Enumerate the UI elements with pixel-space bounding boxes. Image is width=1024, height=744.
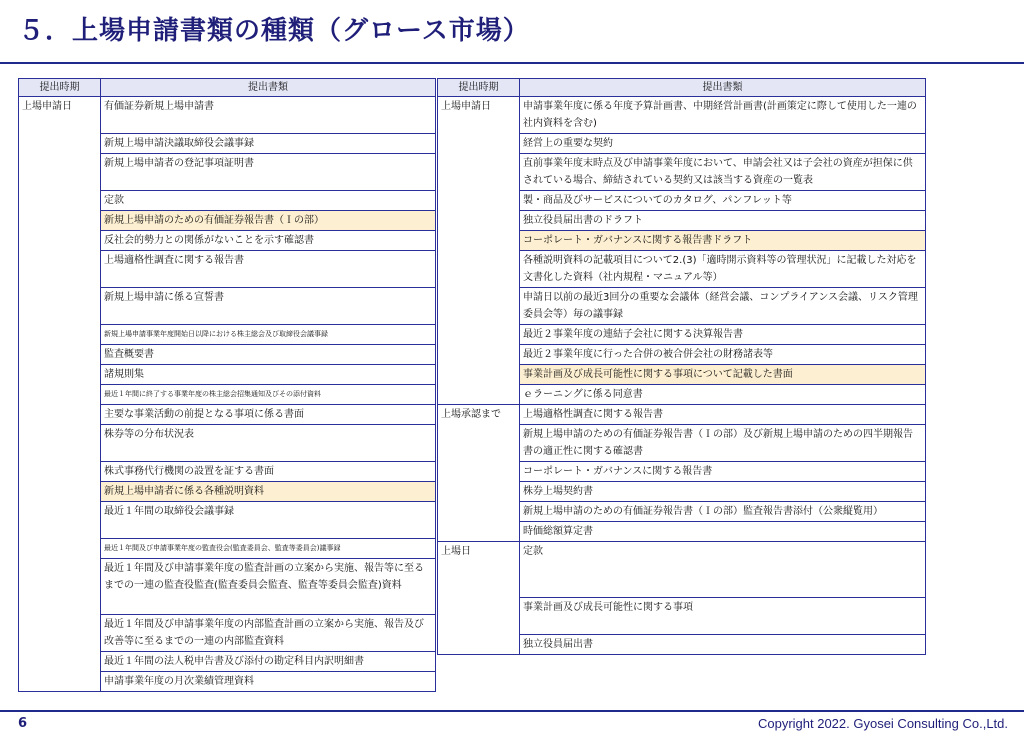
doc-cell: 株券上場契約書	[520, 482, 926, 502]
doc-cell: コーポレート・ガバナンスに関する報告書	[520, 462, 926, 482]
doc-cell: 事業計画及び成長可能性に関する事項	[520, 598, 926, 635]
right-header-row	[438, 79, 926, 97]
left-document-table	[18, 78, 436, 692]
doc-cell: 定款	[101, 191, 436, 211]
doc-cell: 株券等の分布状況表	[101, 425, 436, 462]
doc-cell: 製・商品及びサービスについてのカタログ、パンフレット等	[520, 191, 926, 211]
docs-header: 提出書類	[101, 79, 436, 97]
doc-cell: 諸規則集	[101, 365, 436, 385]
doc-cell: 最近１年間及び申請事業年度の内部監査計画の立案から実施、報告及び改善等に至るまでの一連の内部監査資料	[101, 615, 436, 652]
period-header: 提出時期	[19, 79, 101, 97]
footer-divider	[0, 710, 1024, 712]
doc-cell: 上場適格性調査に関する報告書	[520, 405, 926, 425]
doc-cell: 有価証券新規上場申請書	[101, 97, 436, 134]
doc-cell: 反社会的勢力との関係がないことを示す確認書	[101, 231, 436, 251]
period-cell: 上場日	[438, 542, 520, 655]
doc-cell: 最近１年間及び申請事業年度の監査計画の立案から実施、報告等に至るまでの一連の監査役監査(監査委員会監査、監査等委員会監査)資料	[101, 559, 436, 615]
doc-cell: 独立役員届出書	[520, 635, 926, 655]
doc-cell-highlighted: 新規上場申請者に係る各種説明資料	[101, 482, 436, 502]
copyright-notice: Copyright 2022. Gyosei Consulting Co.,Ltd.	[757, 716, 1008, 731]
doc-cell: 上場適格性調査に関する報告書	[101, 251, 436, 288]
doc-cell: 申請日以前の最近3回分の重要な会議体（経営会議、コンプライアンス会議、リスク管理委員会等）毎の議事録	[520, 288, 926, 325]
doc-cell: 最近２事業年度の連結子会社に関する決算報告書	[520, 325, 926, 345]
doc-cell: 時価総額算定書	[520, 522, 926, 542]
doc-cell: 最近１年間に終了する事業年度の株主総会招集通知及びその添付資料	[101, 385, 436, 405]
doc-cell: 主要な事業活動の前提となる事項に係る書面	[101, 405, 436, 425]
doc-cell: 新規上場申請事業年度開始日以降における株主総会及び取締役会議事録	[101, 325, 436, 345]
doc-cell: 申請事業年度に係る年度予算計画書、中期経営計画書(計画策定に際して使用した一連の社内資料を含む)	[520, 97, 926, 134]
page-number: 6	[18, 716, 28, 731]
left-header-row	[19, 79, 436, 97]
doc-cell: 新規上場申請決議取締役会議事録	[101, 134, 436, 154]
doc-cell: 経営上の重要な契約	[520, 134, 926, 154]
doc-cell-highlighted: 事業計画及び成長可能性に関する事項について記載した書面	[520, 365, 926, 385]
doc-cell: 最近１年間の法人税申告書及び添付の勘定科目内訳明細書	[101, 652, 436, 672]
doc-cell: 新規上場申請のための有価証券報告書（Ｉの部）及び新規上場申請のための四半期報告書の適正性に関する確認書	[520, 425, 926, 462]
doc-cell: ｅラーニングに係る同意書	[520, 385, 926, 405]
period-cell: 上場申請日	[19, 97, 101, 692]
doc-cell: 独立役員届出書のドラフト	[520, 211, 926, 231]
doc-cell: 最近１年間及び申請事業年度の監査役会(監査委員会、監査等委員会)議事録	[101, 539, 436, 559]
doc-cell: 申請事業年度の月次業績管理資料	[101, 672, 436, 692]
doc-cell-highlighted: 新規上場申請のための有価証券報告書（Ｉの部）	[101, 211, 436, 231]
period-cell: 上場承認まで	[438, 405, 520, 542]
doc-cell: 新規上場申請のための有価証券報告書（Ｉの部）監査報告書添付（公衆縦覧用）	[520, 502, 926, 522]
page-title: ５．上場申請書類の種類（グロース市場）	[18, 16, 530, 46]
doc-cell: 各種説明資料の記載項目について2.(3)「適時開示資料等の管理状況」に記載した対応を文書化した資料（社内規程・マニュアル等）	[520, 251, 926, 288]
doc-cell: 最近２事業年度に行った合併の被合併会社の財務諸表等	[520, 345, 926, 365]
table-row	[438, 97, 926, 134]
period-header: 提出時期	[438, 79, 520, 97]
right-document-table	[437, 78, 926, 655]
doc-cell: 株式事務代行機関の設置を証する書面	[101, 462, 436, 482]
doc-cell-highlighted: コーポレート・ガバナンスに関する報告書ドラフト	[520, 231, 926, 251]
doc-cell: 最近１年間の取締役会議事録	[101, 502, 436, 539]
doc-cell: 直前事業年度末時点及び申請事業年度において、申請会社又は子会社の資産が担保に供されている場合、締結されている契約又は該当する資産の一覧表	[520, 154, 926, 191]
doc-cell: 新規上場申請に係る宣誓書	[101, 288, 436, 325]
doc-cell: 定款	[520, 542, 926, 598]
doc-cell: 監査概要書	[101, 345, 436, 365]
doc-cell: 新規上場申請者の登記事項証明書	[101, 154, 436, 191]
table-row	[19, 97, 436, 134]
period-cell: 上場申請日	[438, 97, 520, 405]
table-row	[438, 542, 926, 598]
title-divider	[0, 62, 1024, 64]
table-row	[438, 405, 926, 425]
docs-header: 提出書類	[520, 79, 926, 97]
